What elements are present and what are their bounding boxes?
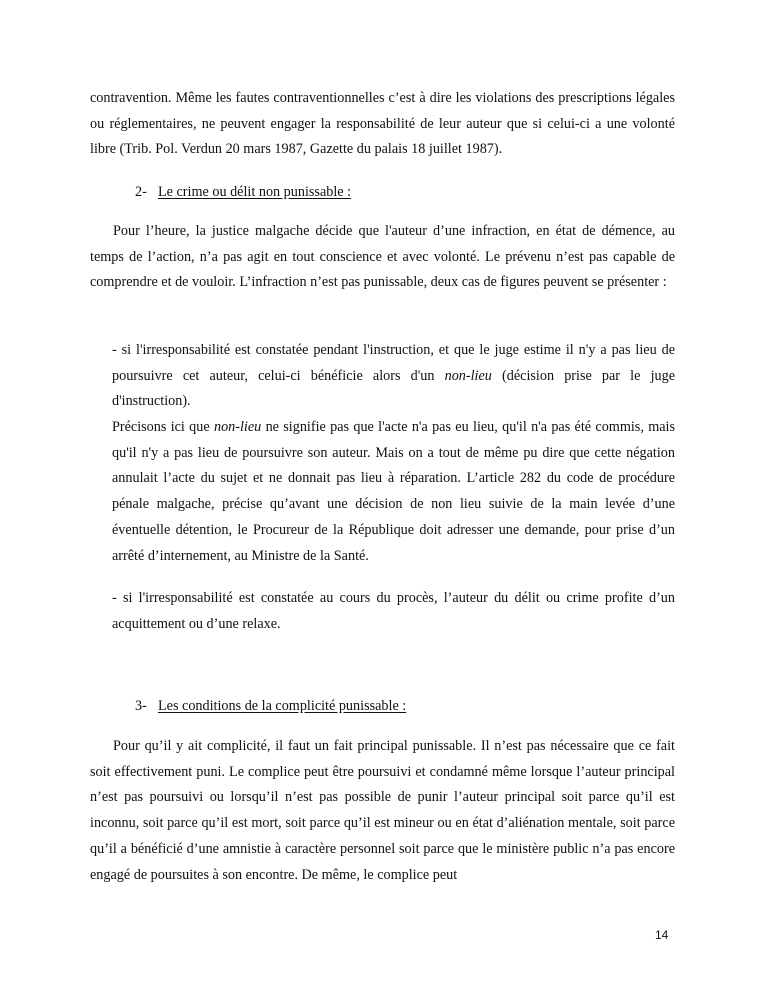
paragraph-contravention: contravention. Même les fautes contraventionnelles c’est à dire les violations des prescriptions légales ou réglementaires, ne peuvent engager la responsabilité de leur auteur que si celui-ci a une volonté libre (Trib. Pol. Verdun 20 mars 1987, Gazette du palais 18 juillet 1987). [90, 90, 675, 158]
heading-2-number: 2- [135, 184, 147, 200]
paragraph-crime-non-punissable: Pour l’heure, la justice malgache décide que l'auteur d’une infraction, en état de démence, au temps de l’action, n’a pas agit en tout conscience et avec volonté. Le prévenu n’est pas capable de comprendre et de vouloir. L’infraction n’est pas punissable, deux cas de figures peuvent se présenter : [90, 223, 675, 291]
list-item-instruction-text-end: (décision prise par le juge d'instruction). [112, 367, 675, 410]
non-lieu-term: non-lieu [444, 367, 492, 384]
section-heading-3 [135, 696, 406, 716]
heading-3-title: Les conditions de la complicité punissable : [158, 698, 407, 714]
heading-2-title: Le crime ou délit non punissable : [158, 184, 352, 200]
list-item-proces: - si l'irresponsabilité est constatée au cours du procès, l’auteur du délit ou crime profite d’un acquittement ou d’une relaxe. [112, 590, 675, 632]
section-heading-2 [135, 182, 351, 202]
paragraph-precisions [112, 415, 675, 569]
heading-3-number: 3- [135, 698, 147, 714]
non-lieu-term-2: non-lieu [213, 419, 262, 435]
list-item-instruction-text: - si l'irresponsabilité est constatée pendant l'instruction, et que le juge estime il n'y a pas lieu de poursuivre cet auteur, celui-ci bénéficie alors d'un [112, 342, 675, 384]
list-item-instruction [112, 338, 675, 415]
precisions-text-end: ne signifie pas que l'acte n'a pas eu lieu, qu'il n'a pas été commis, mais qu'il n'y a pas lieu de poursuivre son auteur. Mais on a tout de même pu dire que cette négation annulait l’acte du sujet et ne donnait pas lieu à réparation. L’article 282 du code de procédure pénale malgache, précise qu’avant une décision de non lieu suivie de la main levée d’une éventuelle détention, le Procureur de la République doit adresser une demande, pour prise d’un arrêté d’internement, au Ministre de la Santé. [112, 419, 675, 564]
page-number: 14 [655, 928, 669, 942]
paragraph-complicite: Pour qu’il y ait complicité, il faut un fait principal punissable. Il n’est pas nécessaire que ce fait soit effectivement puni. Le complice peut être poursuivi et condamné même lorsque l’auteur principal n’est pas poursuivi ou lorsqu’il n’est pas possible de punir l’auteur principal soit parce qu’il est inconnu, soit parce qu’il est mort, soit parce qu’il est mineur ou en état d’aliénation mentale, soit parce qu’il a bénéficié d’une amnistie à caractère personnel soit parce que le ministère public n’a pas encore engagé de poursuites à son encontre. De même, le complice peut [90, 738, 675, 883]
precisions-text: Précisons ici que [112, 419, 214, 435]
